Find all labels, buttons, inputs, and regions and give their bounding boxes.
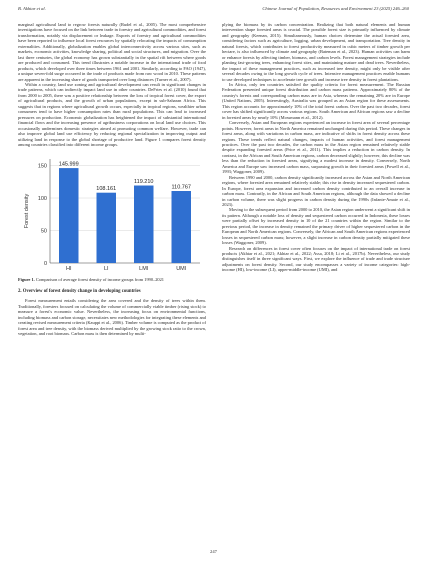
x-tick-label: LI [103,266,109,273]
data-label: 108.161 [96,186,117,193]
y-tick-label: 150 [37,163,47,170]
header-authors: B. Akhtar et al. [18,6,46,11]
header-journal: Chinese Journal of Population, Resources and Environment 23 (2025) 246–260 [262,6,409,11]
data-label: 145.999 [58,162,79,169]
caption-label: Figure 1. [18,277,35,283]
bar-lmi [134,186,154,263]
bar-li [97,193,117,263]
bar-chart [18,151,206,275]
paragraph: Conversely, Asian and European regions experienced an increase in forest area of several percentage points. However, forest areas in North America remained unchanged during this period. These changes in forest areas, along with variations in carbon mass, are indicative of shifts in forest density across these regions. These trends reflect natural changes, impacts of human activities, and forest management practices. Over the past two decades, the carbon mass in the Asian region remained relatively stable despite expanding forested areas (Price et al., 2011). This implies a reduction in carbon density. In contrast, in the African and South American regions, carbon decreased slightly; however, this decline was less than the reduction in forested areas, signifying a modest increase in density. Conversely, North America and Europe saw increased carbon mass, surpassing growth in their forested areas (Powell et al., 1993; Waggoner, 2009). [222,120,410,175]
paragraph: In Africa, only ten countries satisfied the quality criteria for forest measurement. The Russian Federation presented unique forest distribution and carbon mass patterns. Approximately 80% of the country's forests and corresponding carbon mass are in Asia, whereas the remaining 20% are in Europe (United Nations, 2005). Interestingly, Australia was grouped as an Asian region for these assessments. This region accounts for approximately 10% of the total forest carbon. Over the past two decades, forest cover has shifted significantly across various regions. South American and African regions saw a decline in forested areas by nearly 10% (Mossmann et al., 2012). [222,81,410,120]
page-number: 247 [210,549,217,554]
x-tick-label: LMI [139,266,149,273]
paragraph: Research on differences in forest cover often focuses on the impact of international trade on forest products (Akhtar et al., 2021; Akhtar et al., 2022; Assa, 2018; Li et al., 2017b). Nevertheless, our study distinguishes itself in three significant ways. First, we explore the influence of trade and trade structure adjustments on forest density. Second, our study encompasses a variety of income categories: high-income (HI), low-income (LI), upper-middle-income (UMI), and [222,245,410,273]
caption-text: Comparison of average forest density of income groups from 1990–2021 [34,277,165,283]
figure-caption [18,277,206,282]
paragraph: marginal agricultural land to regrow forests naturally (Rudel et al., 2005). The most comprehensive investigations have focused on the link between trade in forestry and agricultural commodities, and forest transformation, notably via displacement or leakage. Exports of forestry and agricultural commodities have been reported to influence local forest resources by spatially relocating the impacts of consumption externalities. Additionally, globalization enables global interconnectivity across various sites, such as markets, economic activities, knowledge sharing, political and social structures, and migration. Over the last three centuries, the global economy has grown substantially in the spatial rift between where goods are produced and consumed. This trend illustrates a notable increase in the international trade of food products, which developed over three times between 1961 and 2001. Similarly, according to FAO (1947), a unique seven-fold surge occurred in the trade of products made from raw wood in 2010. These patterns are apparent in the increasing share of goods transported over long distances (Turner et al., 2007). [18,22,206,82]
data-label: 110.767 [171,184,191,191]
paragraph: Between 1990 and 2000, carbon density significantly increased across the Asian and North American regions, where forested area remained relatively stable; this rise in density increased sequestered carbon. In Europe, forest area expansion and increased carbon density contributed to an overall increase in carbon mass. Contrarily, in the African and South American regions, although the data showed a decline in carbon volume, there was slight progress in carbon density during the 1990s (Infante-Amate et al., 2023). [222,174,410,207]
bar-hi [59,169,79,264]
x-tick-label: HI [66,266,72,273]
right-column [222,22,410,273]
paragraph: plying the biomass by its carbon concentration. Realizing that both natural elements and human intervention shape forested areas is crucial. The possible forest size is primarily influenced by climate and geography (Keenan, 2015). Simultaneously, human choices determine the actual forested area, considering factors such as agriculture, logging, urban development, and transportation. Tree density in natural forests, which contributes to forest productivity measured in cubic meters of timber growth per hectare, is also influenced by climate and geography (Bateman et al., 2023). Human activities can harm or enhance forests by affecting timber, biomass, and carbon levels. Forest management strategies include planting fast-growing trees, enhancing forest sites, and maintaining mature and dead trees. Nevertheless, the impact of these management practices, such as increased tree density, might only be visible after several decades owing to the long growth cycle of trees. Intensive management practices enable humans to use developed techniques to accelerate tree growth and increase tree density in forest plantations. [222,22,410,82]
left-column [18,22,206,336]
y-tick-label: 100 [37,196,47,203]
bar-umi [172,191,192,263]
section-heading: 2. Overview of forest density change in developing countries [18,288,141,294]
paragraph: Forest measurement entails considering the area covered and the density of trees within them. Traditionally, foresters focused on calculating the volume of commercially viable timber (rising stock) to measure a forest's economic value. Nevertheless, the increasing focus on environmental functions, including biomass and carbon storage, necessitates new methodologies for integrating these elements and creating revised measurement criteria (Kauppi et al., 2006). Timber volume is computed as the product of forest area and tree density, with the biomass derived multiplied by the growing stock ratio to the crown, vegetation, and root biomass. Carbon mass is then determined by multi- [18,298,206,336]
y-tick-label: 0 [43,261,47,268]
y-axis-label: Forest density [24,194,30,229]
figure-1 [18,151,206,275]
x-tick-label: UMI [176,266,187,273]
y-tick-label: 50 [40,228,47,235]
running-header [18,6,409,16]
paragraph: Moving to the subsequent period from 2000 to 2010, the Asian region underwent a significant shift in its pattern. Although a notable loss of density and sequestered carbon occurred in Indonesia, these losses were partially offset by increased density in 10 of the 21 countries within the region. Similar to the previous period, the increase in density remained the primary driver of higher sequestered carbon in the European and North American regions. Conversely, the African and South American regions experienced losses in sequestered carbon mass; however, a slight increase in carbon density partially mitigated these losses (Waggoner, 2009). [222,207,410,246]
paragraph: Within a country, land use zoning and agricultural development can result in significant changes in trade patterns, which can indirectly impact land use in other countries. DeFries et al. (2010) found that from 2000 to 2005, there was a positive relationship between the loss of tropical forest cover, the export of agricultural products, and the growth of urban populations, except in sub-Saharan Africa. This suggests that in regions where agricultural growth occurs, especially in tropical regions, wealthier urban consumers tend to have higher consumption rates than rural populations. This can lead to increased pressures on production. Economic globalization has heightened the impact of substantial international financial flows and the increasing presence of agribusiness corporations on local land use choices. This occasionally undermines domestic strategies aimed at promoting common welfare. However, trade can also improve global land use efficiency by reducing regional specialization in improving output and utilizing land in response to the global shortage of productive land. Figure 1 compares forest density among countries classified into different income groups. [18,81,206,147]
data-label: 119.210 [134,179,154,186]
